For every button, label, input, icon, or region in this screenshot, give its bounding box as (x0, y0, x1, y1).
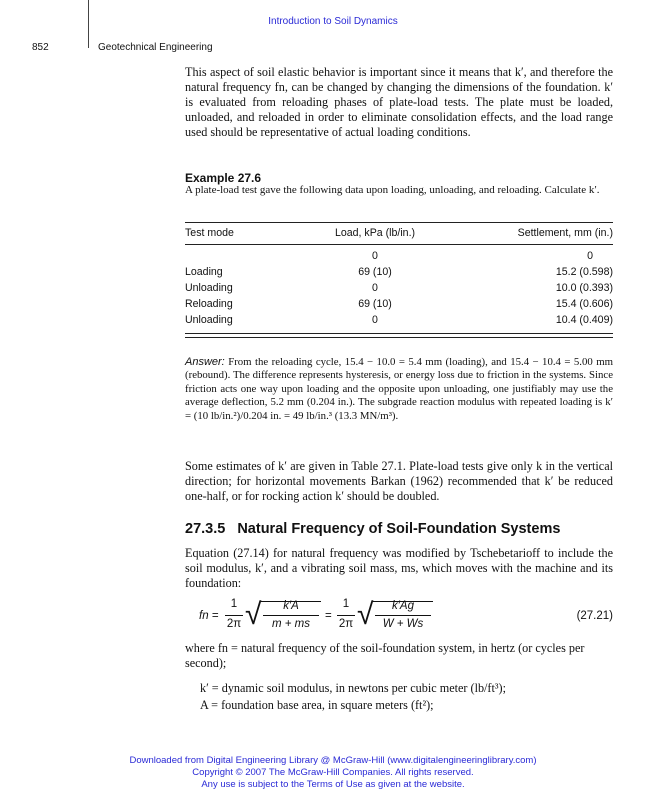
cell-load: 0 (372, 314, 378, 326)
definition-a: A = foundation base area, in square meters (ft²); (200, 698, 434, 712)
table-header-row (185, 227, 613, 243)
table-row (185, 298, 613, 314)
section-number: 27.3.5 (185, 521, 226, 537)
cell-mode: Unloading (185, 282, 233, 294)
cell-settlement: 15.2 (0.598) (555, 266, 613, 278)
eq-sqrt-a: √ (245, 598, 262, 631)
cell-load: 69 (10) (358, 298, 392, 310)
header-test-mode: Test mode (185, 227, 234, 239)
cell-load: 0 (372, 282, 378, 294)
cell-settlement: 0 (587, 250, 593, 262)
table-row (185, 250, 613, 266)
eq-two-pi-b: 2π (338, 618, 354, 630)
answer-text: From the reloading cycle, 15.4 − 10.0 = 5.4 mm (loading), and 15.4 − 10.4 = 5.00 mm (rebound). The difference represents hysteresis, or energy loss due to friction in the systems. Since friction acts one way upon loading and the opposite upon unloading, one justifiably may use the average deflection, 5.2 mm (0.204 in.). The subgrade reaction modulus with repeated loading is k′ = (10 lb/in.²)/0.204 in. = 49 lb/in.³ (13.3 MN/m³). (185, 356, 613, 422)
eq-frac-bar-b (337, 615, 355, 616)
eq-frac-bar-b2 (375, 615, 431, 616)
eq-num-a: k′A (283, 600, 299, 612)
table-header-rule (185, 244, 613, 245)
footer-terms[interactable]: Any use is subject to the Terms of Use as given at the website. (201, 779, 465, 790)
table-top-rule (185, 222, 613, 223)
table-row (185, 314, 613, 330)
eq-one-a: 1 (230, 598, 238, 610)
where-text: where fn = natural frequency of the soil-foundation system, in hertz (or cycles per second); (185, 641, 585, 670)
header-rule (88, 0, 89, 48)
section-title: Natural Frequency of Soil-Foundation Systems (237, 521, 561, 537)
cell-settlement: 10.0 (0.393) (555, 282, 613, 294)
eq-frac-bar-a2 (263, 615, 319, 616)
definition-k: k′ = dynamic soil modulus, in newtons per cubic meter (lb/ft³); (200, 681, 506, 695)
cell-load: 69 (10) (358, 266, 392, 278)
cell-mode: Reloading (185, 298, 233, 310)
table-row (185, 282, 613, 298)
eq-den-a: m + ms (271, 618, 310, 630)
eq-lhs: fn = (199, 610, 219, 622)
eq-number: (27.21) (576, 610, 613, 622)
eq-two-pi-a: 2π (226, 618, 242, 630)
cell-load: 0 (372, 250, 378, 262)
cell-mode: Unloading (185, 314, 233, 326)
cell-mode: Loading (185, 266, 223, 278)
answer-label: Answer: (185, 356, 225, 368)
eq-sqrt-b: √ (357, 598, 374, 631)
page-number: 852 (32, 42, 49, 53)
example-text: A plate-load test gave the following data upon loading, unloading, and reloading. Calculate k′. (185, 184, 600, 196)
intro-paragraph (185, 65, 613, 140)
footer-download-link[interactable]: Downloaded from Digital Engineering Library @ McGraw-Hill (www.digitalengineeringlibrary.com) (129, 755, 537, 766)
section-paragraph (185, 546, 613, 591)
estimates-paragraph (185, 459, 613, 504)
section-text: Equation (27.14) for natural frequency was modified by Tschebetarioff to include the soil modulus, k′, and a vibrating soil mass, ms, which moves with the machine and its foundation: (185, 546, 613, 590)
cell-settlement: 10.4 (0.409) (555, 314, 613, 326)
eq-one-b2: 1 (342, 598, 350, 610)
intro-text: This aspect of soil elastic behavior is important since it means that k′, and therefore the natural frequency fn, can be changed by changing the dimensions of the foundation. k′ is evaluated from reloading phases of plate-load tests. The plate must be loaded, unloaded, and reloaded in order to eliminate consolidation effects, and the load range used should be representative of actual loading conditions. (185, 65, 613, 139)
answer-block (185, 356, 613, 423)
eq-frac-bar-a (225, 615, 243, 616)
cell-settlement: 15.4 (0.606) (555, 298, 613, 310)
running-head: Geotechnical Engineering (98, 42, 213, 53)
estimates-text: Some estimates of k′ are given in Table 27.1. Plate-load tests give only k in the vertical direction; for horizontal movements Barkan (1962) recommended that k′ be reduced one-half, or for rocking action k′ should be doubled. (185, 459, 613, 503)
table-row (185, 266, 613, 282)
table-bottom-rule (185, 333, 613, 338)
equation-27-21 (185, 596, 613, 642)
eq-equals: = (325, 610, 332, 622)
eq-num-b: k′Ag (392, 600, 414, 612)
header-settlement: Settlement, mm (in.) (517, 227, 613, 239)
eq-den-b: W + Ws (382, 618, 424, 630)
header-load: Load, kPa (lb/in.) (334, 227, 416, 239)
footer-copyright[interactable]: Copyright © 2007 The McGraw-Hill Companies. All rights reserved. (192, 767, 474, 778)
section-heading (185, 521, 560, 537)
example-title: Example 27.6 (185, 171, 262, 185)
top-link[interactable]: Introduction to Soil Dynamics (268, 16, 398, 27)
